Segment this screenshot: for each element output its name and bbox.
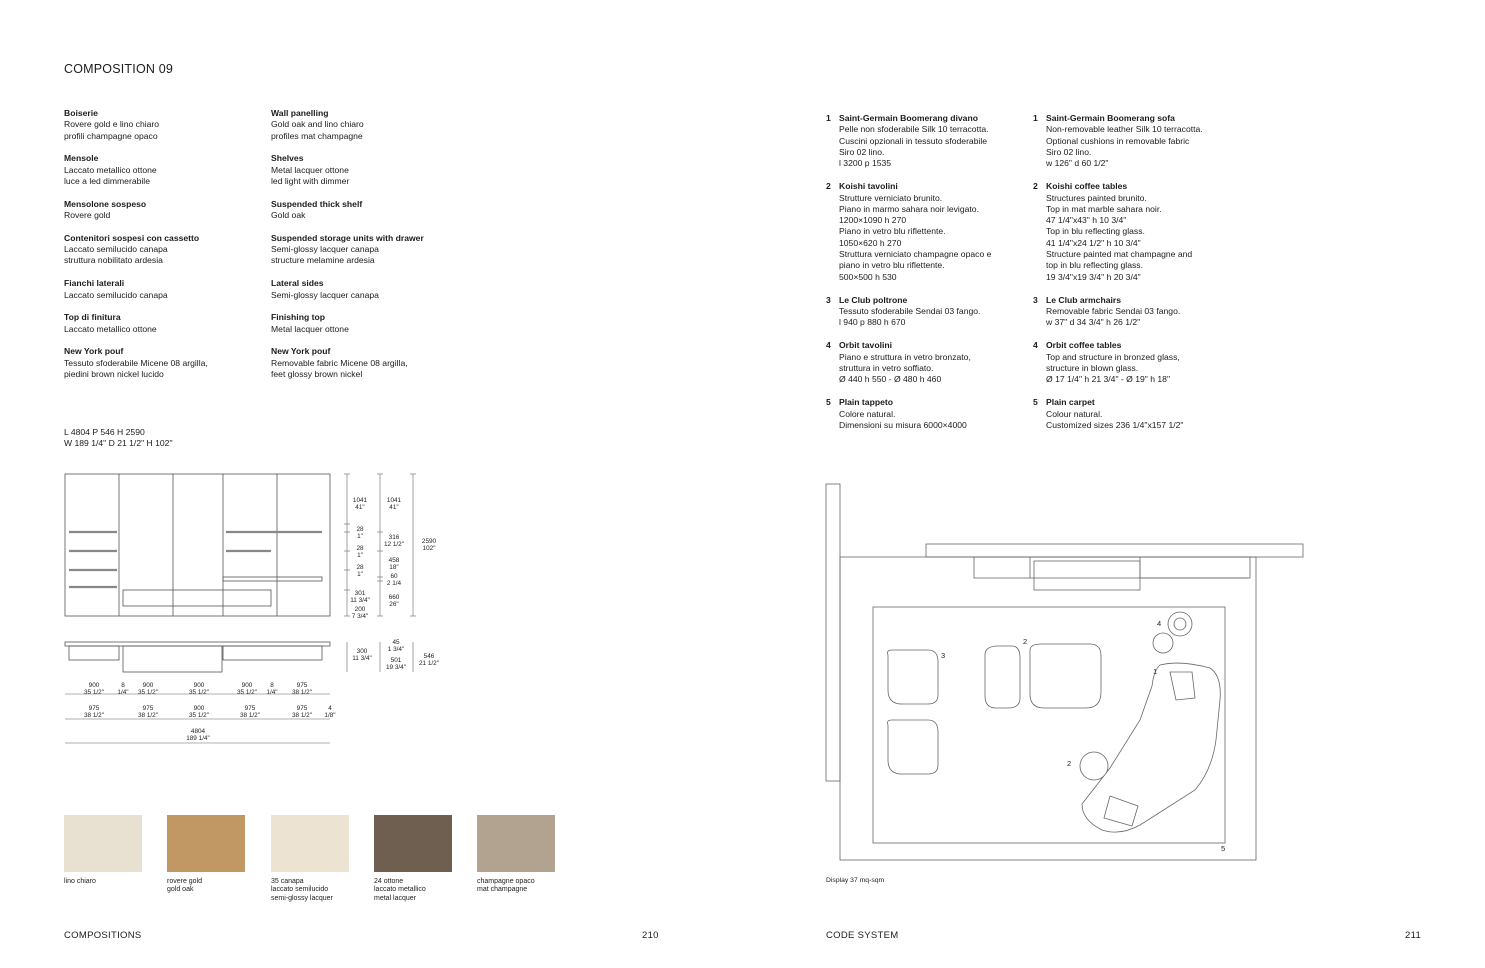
dim-label: 38 1/2" bbox=[83, 712, 105, 719]
item-line: Tessuto sfoderabile Sendai 03 fango. bbox=[839, 306, 981, 317]
product-item bbox=[1033, 295, 1233, 329]
swatch-label: champagne opaco mat champagne bbox=[477, 878, 535, 894]
footer-section-right: CODE SYSTEM bbox=[826, 930, 899, 941]
spec-heading: Suspended thick shelf bbox=[271, 198, 363, 209]
item-line: 47 1/4"x43" h 10 3/4" bbox=[1046, 215, 1127, 226]
plan-number: 2 bbox=[1067, 759, 1072, 768]
dim-label: 102" bbox=[422, 545, 436, 552]
item-number: 3 bbox=[1033, 294, 1038, 305]
dim-label: 2 1/4 bbox=[386, 580, 402, 587]
item-line: w 126" d 60 1/2" bbox=[1046, 158, 1109, 169]
dim-label: 35 1/2" bbox=[83, 689, 105, 696]
dim-label: 38 1/2" bbox=[291, 689, 313, 696]
overall-dimensions bbox=[64, 427, 173, 449]
item-line: Top and structure in bronzed glass, bbox=[1046, 351, 1180, 362]
swatch-chip bbox=[167, 815, 245, 872]
dim-label: 900 bbox=[142, 682, 154, 689]
dim-label: 1" bbox=[357, 552, 363, 559]
dim-label: 900 bbox=[193, 705, 205, 712]
item-line: Strutture verniciato brunito. bbox=[839, 192, 943, 203]
spec-heading: New York pouf bbox=[271, 346, 331, 357]
dimensions-imperial: W 189 1/4" D 21 1/2" H 102" bbox=[64, 438, 173, 449]
dim-label: 1 3/4" bbox=[387, 646, 405, 653]
dim-label: 35 1/2" bbox=[188, 689, 210, 696]
dim-label: 1" bbox=[357, 533, 363, 540]
spec-item bbox=[64, 278, 254, 301]
item-line: Dimensioni su misura 6000×4000 bbox=[839, 420, 967, 431]
spec-line: Metal lacquer ottone bbox=[271, 323, 349, 334]
dim-label: 975 bbox=[142, 705, 154, 712]
spec-line: Laccato metallico ottone bbox=[64, 323, 157, 334]
dim-label: 18" bbox=[389, 564, 399, 571]
item-line: Ø 17 1/4" h 21 3/4" - Ø 19" h 18" bbox=[1046, 374, 1170, 385]
dim-label: 41" bbox=[355, 504, 365, 511]
spec-line: Laccato metallico ottone bbox=[64, 164, 157, 175]
dim-label: 21 1/2" bbox=[418, 660, 440, 667]
product-item bbox=[826, 295, 1026, 329]
spec-line: Semi-glossy lacquer canapa bbox=[271, 244, 379, 255]
item-line: Structure painted mat champagne and bbox=[1046, 249, 1193, 260]
dim-label: 26" bbox=[389, 601, 399, 608]
item-number: 1 bbox=[826, 113, 831, 123]
spec-heading: Boiserie bbox=[64, 108, 98, 118]
spec-heading: Contenitori sospesi con cassetto bbox=[64, 232, 200, 243]
spec-item bbox=[271, 108, 471, 142]
item-heading: Orbit coffee tables bbox=[1046, 340, 1122, 351]
product-list-english bbox=[1033, 113, 1233, 443]
dim-label: 28 bbox=[356, 564, 364, 571]
coffee-table-small bbox=[985, 646, 1020, 708]
footer-section-left: COMPOSITIONS bbox=[64, 930, 142, 941]
dim-label: 35 1/2" bbox=[188, 712, 210, 719]
spec-item bbox=[64, 153, 254, 187]
dim-label: 4804 bbox=[190, 728, 206, 735]
swatch-chip bbox=[374, 815, 452, 872]
spec-line: led light with dimmer bbox=[271, 175, 350, 186]
dim-label: 975 bbox=[296, 705, 308, 712]
item-line: Struttura verniciato champagne opaco e bbox=[839, 249, 992, 260]
spec-line: profiles mat champagne bbox=[271, 130, 363, 141]
item-heading: Koishi tavolini bbox=[839, 181, 898, 192]
product-item bbox=[826, 181, 1026, 283]
item-line: Optional cushions in removable fabric bbox=[1046, 135, 1190, 146]
spec-line: Gold oak and lino chiaro bbox=[271, 119, 364, 130]
swatch bbox=[374, 815, 452, 903]
page-number-right: 211 bbox=[1405, 930, 1422, 941]
dim-label: 60 bbox=[390, 573, 398, 580]
item-line: Top in mat marble sahara noir. bbox=[1046, 203, 1162, 214]
dim-label: 38 1/2" bbox=[291, 712, 313, 719]
spec-line: feet glossy brown nickel bbox=[271, 369, 363, 380]
dim-label: 200 bbox=[354, 606, 366, 613]
item-line: Siro 02 lino. bbox=[839, 146, 885, 157]
dim-label: 1/4" bbox=[266, 689, 278, 696]
spec-line: Laccato semilucido canapa bbox=[64, 289, 168, 300]
swatch-chip bbox=[64, 815, 142, 872]
plan-number: 5 bbox=[1221, 844, 1226, 853]
spec-line: struttura nobilitato ardesia bbox=[64, 255, 163, 266]
boomerang-sofa bbox=[1082, 663, 1220, 832]
item-line: piano in vetro blu riflettente. bbox=[839, 260, 945, 271]
spec-item bbox=[64, 233, 254, 267]
item-line: w 37" d 34 3/4" h 26 1/2" bbox=[1046, 317, 1141, 328]
swatch-label: rovere gold gold oak bbox=[167, 878, 203, 894]
item-line: Cuscini opzionali in tessuto sfoderabile bbox=[839, 135, 988, 146]
product-item bbox=[1033, 181, 1233, 283]
spec-heading: Lateral sides bbox=[271, 278, 324, 289]
product-item bbox=[1033, 397, 1233, 431]
item-line: Piano in vetro blu riflettente. bbox=[839, 226, 946, 237]
item-number: 5 bbox=[1033, 397, 1038, 408]
page-title: COMPOSITION 09 bbox=[64, 62, 174, 76]
item-line: Siro 02 lino. bbox=[1046, 146, 1092, 157]
swatch bbox=[167, 815, 245, 895]
dim-label: 458 bbox=[388, 557, 400, 564]
item-line: Top in blu reflecting glass. bbox=[1046, 226, 1145, 237]
item-line: Colour natural. bbox=[1046, 408, 1103, 419]
plan-number: 2 bbox=[1023, 637, 1028, 646]
dim-label: 660 bbox=[388, 594, 400, 601]
item-line: 1200×1090 h 270 bbox=[839, 215, 907, 226]
spec-heading: Fianchi laterali bbox=[64, 278, 125, 289]
spec-line: Metal lacquer ottone bbox=[271, 164, 349, 175]
dim-label: 35 1/2" bbox=[236, 689, 258, 696]
item-heading: Le Club armchairs bbox=[1046, 294, 1121, 305]
dim-label: 546 bbox=[423, 653, 435, 660]
elevation-view bbox=[65, 474, 330, 616]
item-number: 1 bbox=[1033, 113, 1038, 123]
spec-line: piedini brown nickel lucido bbox=[64, 369, 164, 380]
dim-label: 900 bbox=[193, 682, 205, 689]
dim-label: 2590 bbox=[421, 538, 437, 545]
item-line: Removable fabric Sendai 03 fango. bbox=[1046, 306, 1181, 317]
dim-label: 975 bbox=[244, 705, 256, 712]
item-heading: Saint-Germain Boomerang divano bbox=[839, 113, 978, 123]
item-line: Customized sizes 236 1/4"x157 1/2" bbox=[1046, 420, 1184, 431]
spec-heading: Top di finitura bbox=[64, 312, 121, 323]
armchair bbox=[888, 650, 939, 704]
dim-label: 19 3/4" bbox=[385, 664, 407, 671]
spec-item bbox=[64, 199, 254, 222]
item-line: Piano in marmo sahara noir levigato. bbox=[839, 203, 979, 214]
spec-item bbox=[271, 153, 471, 187]
dim-label: 28 bbox=[356, 545, 364, 552]
plan-number: 1 bbox=[1153, 667, 1158, 676]
dim-label: 11 3/4" bbox=[350, 597, 370, 604]
spec-line: profili champagne opaco bbox=[64, 130, 158, 141]
product-list-italian bbox=[826, 113, 1026, 443]
item-number: 4 bbox=[1033, 340, 1038, 351]
plan-number: 4 bbox=[1157, 619, 1162, 628]
floor-plan bbox=[820, 480, 1310, 870]
spec-line: Rovere gold bbox=[64, 210, 111, 221]
item-line: 41 1/4"x24 1/2" h 10 3/4" bbox=[1046, 237, 1141, 248]
dim-label: 900 bbox=[241, 682, 253, 689]
spec-item bbox=[271, 312, 471, 335]
furniture bbox=[888, 612, 1221, 832]
dim-label: 900 bbox=[88, 682, 100, 689]
spec-line: luce a led dimmerabile bbox=[64, 175, 150, 186]
dim-label: 301 bbox=[354, 590, 366, 597]
item-number: 5 bbox=[826, 397, 831, 408]
item-line: 19 3/4"x19 3/4" h 20 3/4" bbox=[1046, 271, 1141, 282]
item-line: Pelle non sfoderabile Silk 10 terracotta. bbox=[839, 124, 989, 135]
dimension-labels bbox=[84, 497, 439, 742]
item-line: l 940 p 880 h 670 bbox=[839, 317, 906, 328]
specs-italian bbox=[64, 108, 254, 392]
spec-line: Tessuto sfoderabile Micene 08 argilla, bbox=[64, 357, 208, 368]
item-number: 3 bbox=[826, 294, 831, 305]
spec-item bbox=[64, 312, 254, 335]
product-item bbox=[826, 340, 1026, 385]
dim-label: 35 1/2" bbox=[137, 689, 159, 696]
plan-view bbox=[65, 642, 330, 672]
dim-label: 1041 bbox=[386, 497, 402, 504]
product-item bbox=[1033, 113, 1233, 169]
item-heading: Le Club poltrone bbox=[839, 294, 908, 305]
spec-item bbox=[271, 346, 471, 380]
spec-heading: Mensole bbox=[64, 153, 99, 164]
item-line: Colore natural. bbox=[839, 408, 896, 419]
dim-label: 975 bbox=[88, 705, 100, 712]
item-number: 2 bbox=[826, 181, 831, 192]
swatch-chip bbox=[477, 815, 555, 872]
spec-line: structure melamine ardesia bbox=[271, 255, 375, 266]
dim-label: 7 3/4" bbox=[351, 613, 369, 620]
spec-item bbox=[271, 278, 471, 301]
item-heading: Plain tappeto bbox=[839, 397, 893, 408]
specs-english bbox=[271, 108, 471, 392]
item-line: struttura in vetro soffiato. bbox=[839, 363, 934, 374]
item-line: Non-removable leather Silk 10 terracotta. bbox=[1046, 124, 1203, 135]
dim-label: 45 bbox=[392, 639, 400, 646]
spec-line: Semi-glossy lacquer canapa bbox=[271, 289, 379, 300]
dim-label: 38 1/2" bbox=[137, 712, 159, 719]
item-number: 4 bbox=[826, 340, 831, 351]
item-heading: Plain carpet bbox=[1046, 397, 1095, 408]
spec-line: Rovere gold e lino chiaro bbox=[64, 119, 160, 130]
spec-heading: New York pouf bbox=[64, 346, 124, 357]
dim-label: 300 bbox=[356, 648, 368, 655]
shelves bbox=[69, 532, 322, 587]
dim-label: 4 bbox=[328, 705, 332, 712]
dim-label: 1" bbox=[357, 571, 363, 578]
orbit-table-inner bbox=[1174, 618, 1186, 630]
dim-label: 1/8" bbox=[324, 712, 336, 719]
page-number-left: 210 bbox=[642, 930, 659, 941]
side-table bbox=[1080, 752, 1108, 780]
spec-item bbox=[64, 346, 254, 380]
dim-label: 38 1/2" bbox=[239, 712, 261, 719]
swatch bbox=[477, 815, 555, 895]
plan-caption: Display 37 mq-sqm bbox=[826, 877, 885, 884]
dim-label: 316 bbox=[388, 534, 400, 541]
spec-heading: Suspended storage units with drawer bbox=[271, 232, 424, 243]
swatch bbox=[64, 815, 142, 886]
item-heading: Orbit tavolini bbox=[839, 340, 892, 351]
item-line: structure in blown glass. bbox=[1046, 363, 1139, 374]
swatch-label: lino chiaro bbox=[64, 878, 96, 885]
dim-label: 1/4" bbox=[117, 689, 129, 696]
spec-item bbox=[271, 199, 471, 222]
spec-heading: Mensolone sospeso bbox=[64, 198, 147, 209]
item-line: l 3200 p 1535 bbox=[839, 158, 892, 169]
product-item bbox=[826, 397, 1026, 431]
technical-drawing bbox=[60, 468, 460, 758]
dim-label: 28 bbox=[356, 526, 364, 533]
coffee-table-large bbox=[1030, 644, 1101, 708]
dimensions-metric: L 4804 P 546 H 2590 bbox=[64, 427, 145, 437]
item-heading: Saint-Germain Boomerang sofa bbox=[1046, 113, 1175, 123]
armchair bbox=[888, 720, 939, 774]
item-line: Ø 440 h 550 - Ø 480 h 460 bbox=[839, 374, 942, 385]
spec-heading: Wall panelling bbox=[271, 108, 329, 118]
spec-heading: Finishing top bbox=[271, 312, 325, 323]
dim-label: 501 bbox=[390, 657, 402, 664]
item-heading: Koishi coffee tables bbox=[1046, 181, 1128, 192]
item-line: Piano e struttura in vetro bronzato, bbox=[839, 351, 971, 362]
spec-line: Removable fabric Micene 08 argilla, bbox=[271, 357, 408, 368]
spec-item bbox=[271, 233, 471, 267]
dim-label: 975 bbox=[296, 682, 308, 689]
dim-label: 8 bbox=[270, 682, 274, 689]
dim-label: 41" bbox=[389, 504, 399, 511]
plan-number: 3 bbox=[941, 651, 946, 660]
spec-item bbox=[64, 108, 254, 142]
orbit-table bbox=[1153, 633, 1173, 653]
dim-label: 11 3/4" bbox=[352, 655, 372, 662]
item-number: 2 bbox=[1033, 181, 1038, 192]
spec-heading: Shelves bbox=[271, 153, 304, 164]
swatch-label: 35 canapa laccato semilucido semi-glossy lacquer bbox=[271, 878, 333, 902]
item-line: top in blu reflecting glass. bbox=[1046, 260, 1143, 271]
swatch-chip bbox=[271, 815, 349, 872]
dim-label: 12 1/2" bbox=[383, 541, 405, 548]
item-line: 1050×620 h 270 bbox=[839, 237, 902, 248]
product-item bbox=[1033, 340, 1233, 385]
product-item bbox=[826, 113, 1026, 169]
swatch bbox=[271, 815, 349, 903]
dim-label: 8 bbox=[121, 682, 125, 689]
spec-line: Laccato semilucido canapa bbox=[64, 244, 168, 255]
spec-line: Gold oak bbox=[271, 210, 306, 221]
dim-label: 1041 bbox=[352, 497, 368, 504]
swatch-label: 24 ottone laccato metallico metal lacquer bbox=[374, 878, 426, 902]
item-line: Structures painted brunito. bbox=[1046, 192, 1147, 203]
dim-label: 189 1/4" bbox=[186, 735, 210, 742]
item-line: 500×500 h 530 bbox=[839, 271, 897, 282]
